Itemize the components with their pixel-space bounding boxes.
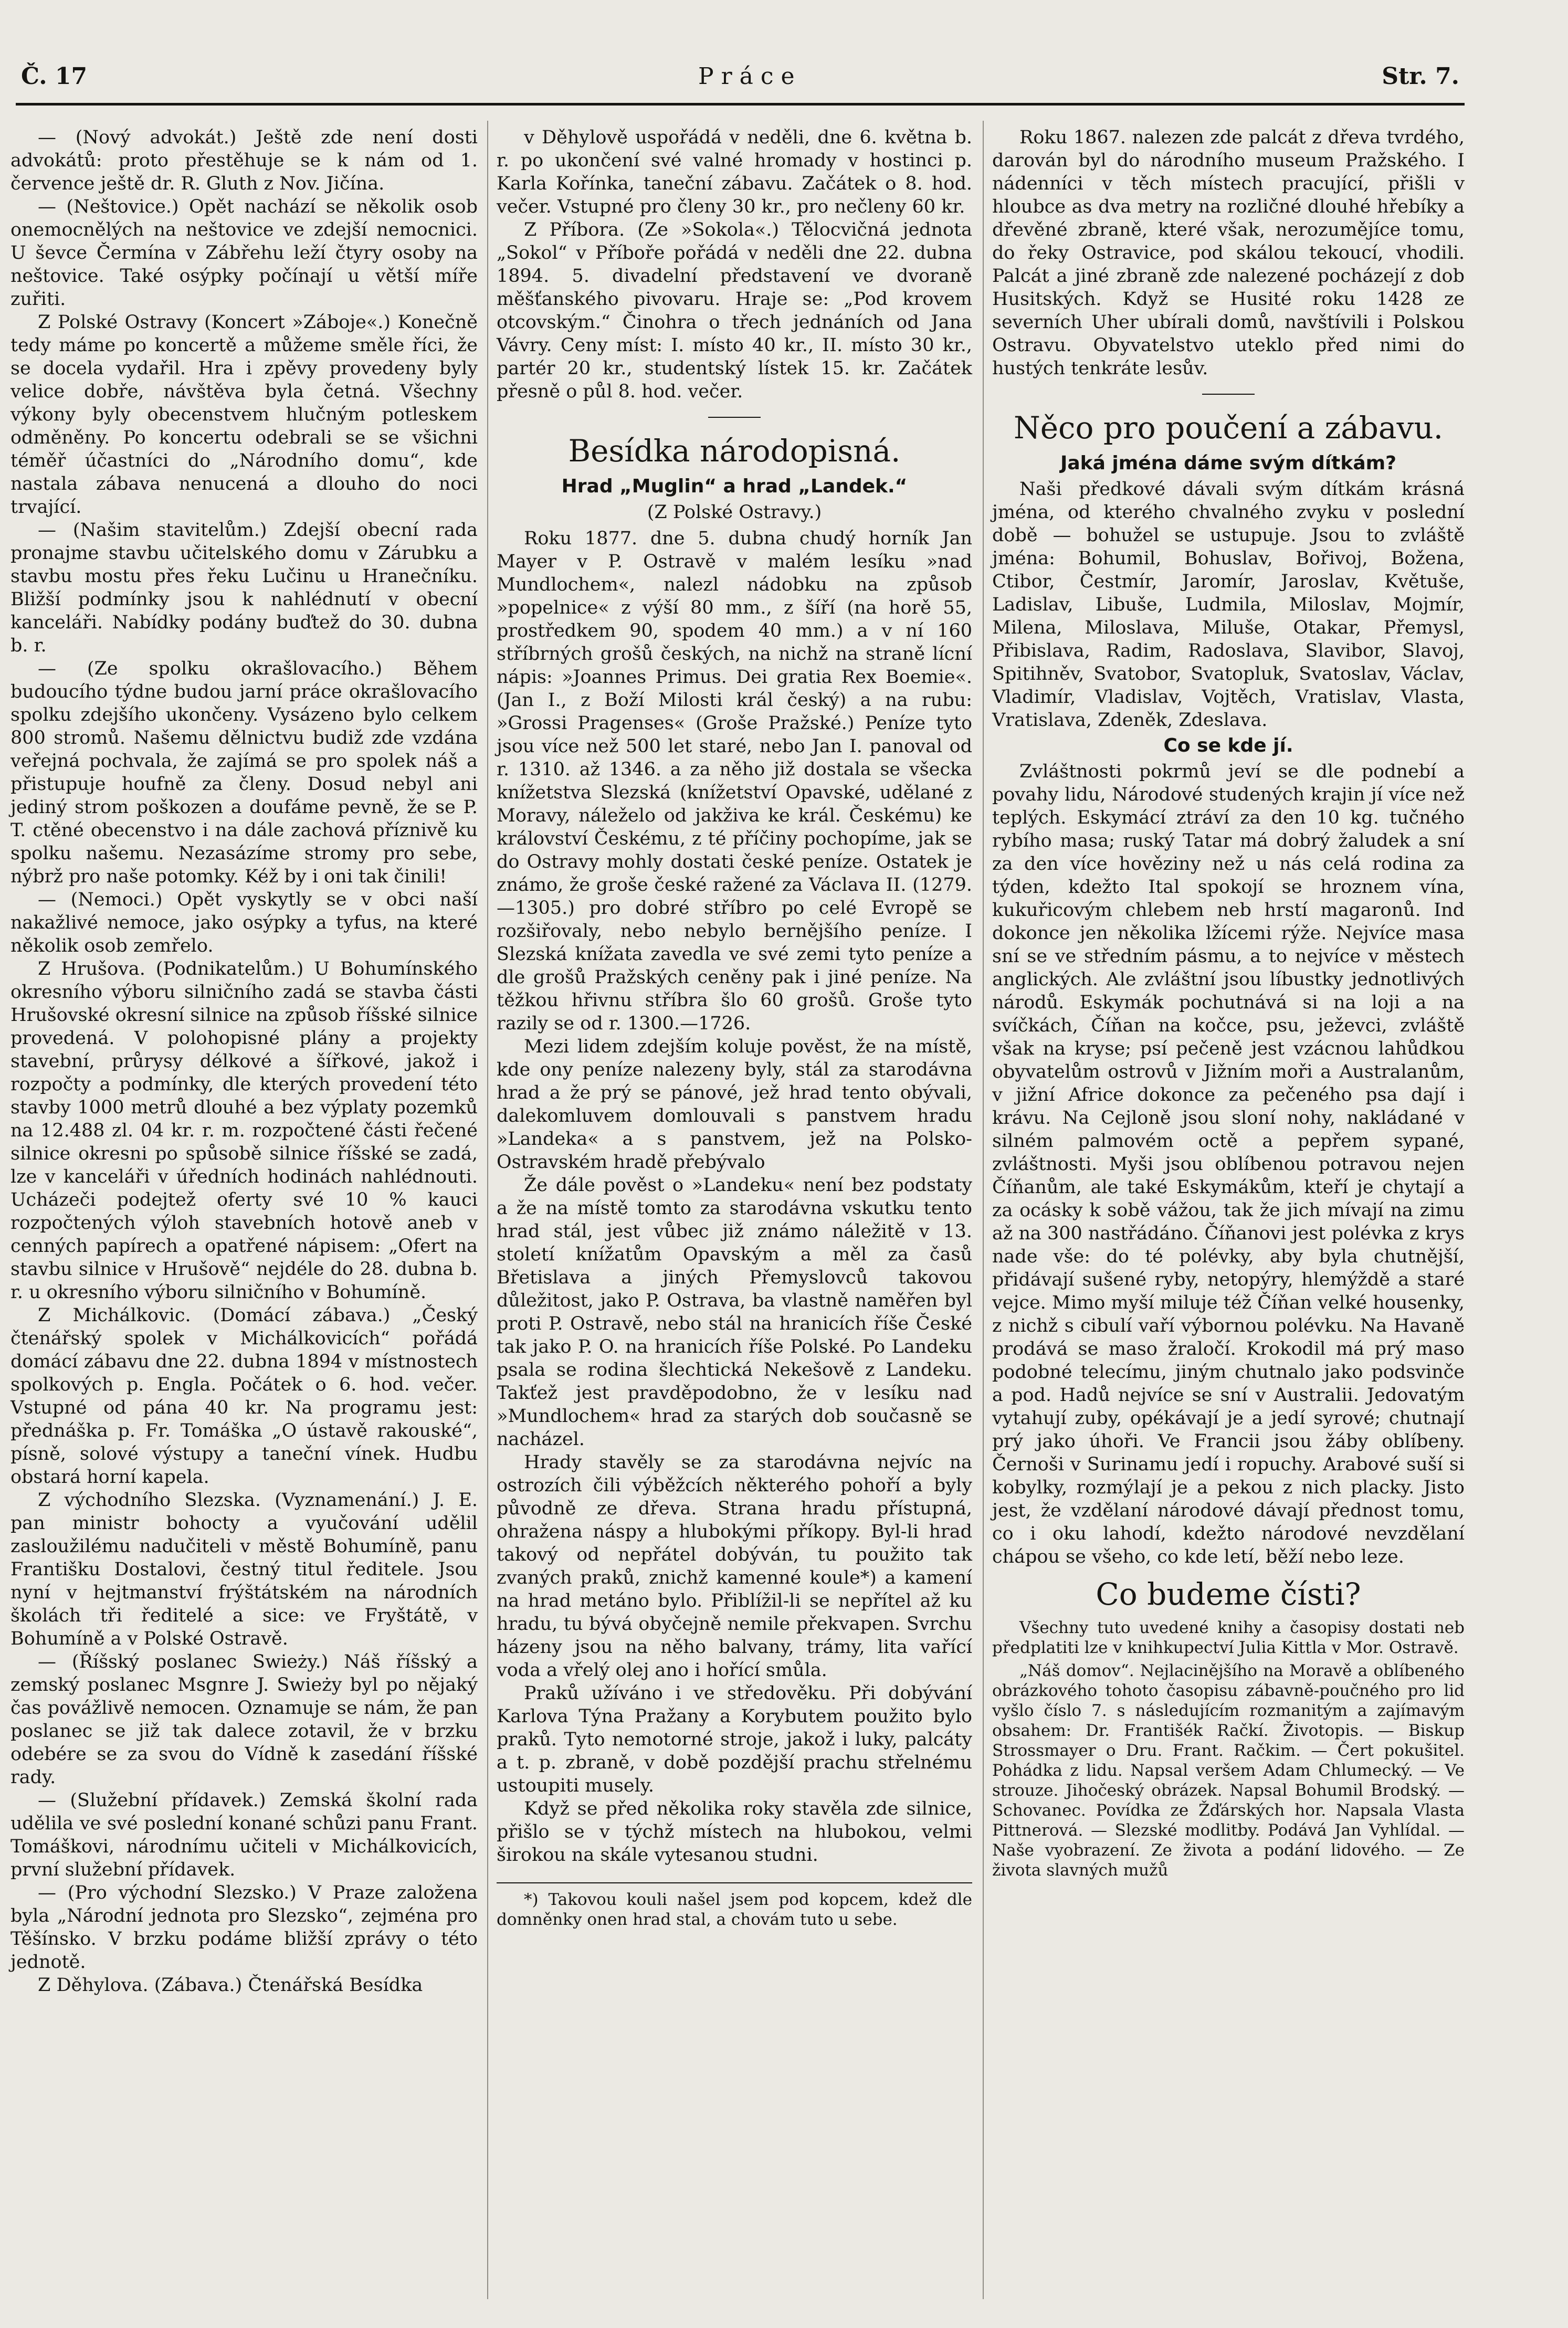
header-rule (16, 103, 1465, 106)
news-item: Z východního Slezska. (Vyznamenání.) J. E. pan ministr bohocty a vyučování udělil zasloužilému nadučiteli v městě Bohumíně, panu Františku Dostalovi, čestný titul ředitele. Jsou nyní v hejtmanství frýštátském na národních školách tři ředitelé a sice: ve Fryštátě, v Bohumíně a v Polské Ostravě. (10, 1490, 478, 1649)
news-item: Z Příbora. (Ze »Sokola«.) Tělocvičná jednota „Sokol“ v Příboře pořádá v neděli dne 22. dubna 1894. 5. divadelní představení ve dvoraně měšťanského pivovaru. Hraje se: „Pod krovem otcovským.“ Činohra o třech jednáních od Jana Vávry. Ceny míst: I. místo 40 kr., II. místo 30 kr., partér 20 kr., studentský lístek 15. kr. Začátek přesně o půl 8. hod. večer. (497, 219, 972, 402)
news-item: Z Polské Ostravy (Koncert »Záboje«.) Konečně tedy máme po koncertě a můžeme směle říci, že se docela vydařil. Hra i zpěvy provedeny byly velice dobře, návštěva byla četná. Všechny výkony byly obecenstvem hlučným potleskem odměněny. Po koncertu odebrali se se všichni téměř účastníci do „Národního domu“, kde nastala zábava nenucená a dlouho do noci trvající. (10, 312, 478, 518)
news-item: Z Hrušova. (Podnikatelům.) U Bohumínského okresního výboru silničního zadá se stavba části Hrušovské okresní silnice na způsob říšské silnice provedená. V polohopisné plány a projekty stavební, průrysy délkové a šířkové, jakož i rozpočty a podmínky, dle kterých provedení této stavby 1000 metrů dlouhé a bez výplaty pozemků na 12.488 zl. 04 kr. r. m. rozpočtené části řečené silnice okresni po spůsobě silnice říšské se zadá, lze v kanceláři v úředních hodinách nahlédnouti. Ucházeči podejtež oferty své 10 % kauci rozpočtených výloh stavebních hotově aneb v cenných papírech a opatřené nápisem: „Ofert na stavbu silnice v Hrušově“ nejdéle do 28. dubna b. r. u okresního výboru silničního v Bohumíně. (10, 958, 478, 1303)
section-separator (1202, 394, 1255, 395)
issue-number: Č. 17 (21, 63, 88, 90)
column-divider (487, 121, 488, 2299)
besidka-subtitle: Hrad „Muglin“ a hrad „Landek.“ (561, 476, 908, 497)
column-1 (10, 126, 478, 1997)
column-divider (983, 121, 984, 2299)
besidka-source: (Z Polské Ostravy.) (647, 502, 822, 523)
names-heading: Jaká jména dáme svým dítkám? (1060, 452, 1397, 474)
page-number: Str. 7. (1382, 63, 1459, 90)
masthead-title: Práce (698, 63, 802, 90)
news-item: Z Děhylova. (Zábava.) Čtenářská Besídka (38, 1975, 423, 1996)
news-item: — (Nemoci.) Opět vyskytly se v obci naší nakažlivé nemoce, jako osýpky a tyfus, na které několik osob zemřelo. (10, 889, 478, 956)
section-separator (708, 417, 761, 418)
besidka-paragraph: Roku 1877. dne 5. dubna chudý horník Jan Mayer v P. Ostravě v malém lesíku »nad Mundlochem«, nalezl nádobku na způsob »popelnice« z výší 80 mm., z šíří (na horě 55, prostředkem 90, spodem 40 mm.) a v ní 160 stříbrných grošů českých, na nichž na straně lícní nápis: »Joannes Primus. Dei gratia Rex Boemie«. (Jan I., z Boží Milosti král český) a na rubu: »Grossi Pragenses« (Groše Pražské.) Peníze tyto jsou více než 500 let staré, nebo Jan I. panoval od r. 1310. až 1346. a za něho již dostala se všecka knížetstva Slezská (knížetství Opavské, udělané z Moravy, náleželo od jakživa ke král. Českému) ke království Českému, z té příčiny pochopíme, jak se do Ostravy mohly dostati české peníze. Ostatek je známo, že groše české ražené za Václava II. (1279.—1305.) pro dobré stříbro po celé Evropě se rozšiřovaly, nebo nebylo bernějšího peníze. I Slezská knížata zavedla ve své zemi tyto peníze a dle grošů Pražských ceněny pak i jiné peníze. Na těžkou hřivnu stříbra šlo 60 grošů. Groše tyto razily se od r. 1300.—1726. (497, 528, 972, 1034)
neco-title: Něco pro poučení a zábavu. (1013, 410, 1444, 446)
news-item: — (Ze spolku okrašlovacího.) Během budoucího týdne budou jarní práce okrašlovacího spolku zdejšího ukončeny. Vysázeno bylo celkem 800 stromů. Našemu dělnictvu budiž zde vzdána veřejná pochvala, že zajímá se pro spolek náš a přistupuje houfně za členy. Dosud nebyl ani jediný strom poškozen a doufáme pevně, že se P. T. ctěné obecenstvo i na dále zachová příznivě ku spolku našemu. Nezasázíme stromy pro sebe, nýbrž pro naše potomky. Kéž by i oni tak činili! (10, 658, 478, 887)
besidka-title: Besídka národopisná. (568, 433, 901, 469)
reading-body: „Náš domov“. Nejlacinějšího na Moravě a oblíbeného obrázkového tohoto časopisu zábavně-poučného pro lid vyšlo číslo 7. s následujícím rozmanitým a zajímavým obsahem: Dr. Františék Račkí. Životopis. — Biskup Strossmayer o Dru. Frant. Račkim. — Čert pokušitel. Pohádka z lidu. Napsal veršem Adam Chlumecký. — Ve strouze. Jihočeský obrázek. Napsal Bohumil Brodský. — Schovanec. Povídka ze Žďárských hor. Napsala Vlasta Pittnerová. — Slezské modlitby. Podává Jan Vyhlídal. — Naše vyobrazení. Ze života a podání lidového. — Ze života slavných mužů (992, 1661, 1465, 1880)
reading-title: Co budeme čísti? (1096, 1576, 1361, 1612)
news-item: v Děhylově uspořádá v neděli, dne 6. května b. r. po ukončení své valné hromady v hostinci p. Karla Kořínka, taneční zábavu. Začátek o 8. hod. večer. Vstupné pro členy 30 kr., pro nečleny 60 kr. (497, 127, 972, 217)
footnote: *) Takovou kouli našel jsem pod kopcem, kdež dle domněnky onen hrad stal, a chovám tuto u sebe. (497, 1882, 972, 1930)
page-header (16, 52, 1465, 110)
besidka-paragraph: Mezi lidem zdejším koluje pověst, že na místě, kde ony peníze nalezeny byly, stál za starodávna hrad a že prý se pánové, jež hrad tento obývali, dalekomluvem domlouvali s panstvem hradu »Landeka« a s panstvem, jež na Polsko-Ostravském hradě přebývalo (497, 1036, 972, 1173)
news-item: — (Našim stavitelům.) Zdejší obecní rada pronajme stavbu učitelského domu v Zárubku a stavbu mostu přes řeku Lučinu u Hranečníku. Bližší podmínky jsou k nahlédnutí v obecní kanceláři. Nabídky podány buďtež do 30. dubna b. r. (10, 520, 478, 656)
besidka-paragraph: Hrady stavěly se za starodávna nejvíc na ostrozích čili výběžcích některého pohoří a byly původně ze dřeva. Strana hradu přístupná, ohražena náspy a hlubokými příkopy. Byl-li hrad takový od nepřátel dobýván, tu použito tak zvaných praků, znichž kamenné koule*) a kamení na hrad metáno bylo. Přiblížil-li se nepřítel až ku hradu, tu bývá obyčejně nemile překvapen. Svrchu házeny jsou na něho balvany, trámy, lita vařící voda a vřelý olej ano i hořící smůla. (497, 1452, 972, 1681)
names-paragraph: Naši předkové dávali svým dítkám krásná jména, od kterého chvalného zvyku v poslední době — bohužel se ustupuje. Jsou to zvláště jména: Bohumil, Bohuslav, Bořivoj, Božena, Ctibor, Čestmír, Jaromír, Jaroslav, Květuše, Ladislav, Libuše, Ludmila, Miloslav, Mojmír, Milena, Miloslava, Miluše, Otakar, Přemysl, Přibislava, Radim, Radoslava, Slavibor, Slavoj, Spitihněv, Svatobor, Svatopluk, Svatoslav, Václav, Vladimír, Vladislav, Vojtěch, Vratislav, Vlasta, Vratislava, Zdeněk, Zdeslava. (992, 479, 1465, 731)
news-item: — (Služební přídavek.) Zemská školní rada udělila ve své poslední konané schůzi panu Frant. Tomáškovi, národnímu učiteli v Michálkovicích, první služební přídavek. (10, 1790, 478, 1880)
news-item: — (Nový advokát.) Ještě zde není dosti advokátů: proto přestěhuje se k nám od 1. července ještě dr. R. Gluth z Nov. Jičína. (10, 127, 478, 194)
food-paragraph: Zvláštnosti pokrmů jeví se dle podnebí a povahy lidu, Národové studených krajin jí více než teplých. Eskymácí ztráví za den 10 kg. tučného rybího masa; ruský Tatar má dobrý žaludek a sní za den více hověziny než u nás celá rodina za týden, kdežto Ital spokojí se hroznem vína, kukuřicovým chlebem neb hrstí magaronů. Ind dokonce jen několika lžícemi rýže. Nejvíce masa sní se ve středním pásmu, a to nejvíce v městech anglických. Ale zvláštní jsou líbustky jednotlivých národů. Eskymák pochutnává si na loji a na svíčkách, Číňan na kočce, psu, ježevci, zvláště však na kryse; psí pečeně jest vzácnou lahůdkou obyvatelům ostrovů v Jižním moři a Australanům, v jižní Africe dokonce za pečeného psa dají i krávu. Na Cejloně jsou sloní nohy, nakládané v silném palmovém octě a pepřem sypané, zvláštnosti. Myši jsou oblíbenou potravou nejen Číňanům, ale také Eskymákům, kteří je chytají a za ocásky k sobě vážou, tak že jich mívají na zimu až na 300 nastřádáno. Číňanovi jest polévka z krys nade vše: do té polévky, aby byla chutnější, přidávají sušené ryby, netopýry, hlemýždě a staré vejce. Mimo myší miluje též Číňan velké housenky, z nichž s cibulí vaří výbornou polévku. Na Havaně prodává se maso žraločí. Krokodil má prý maso podobné telecímu, jiným chutnalo jako podsvinče a pod. Hadů nejvíce se sní v Australii. Jedovatým vytahují zuby, opékávají je a jedí syrové; chutnají prý jako úhoři. Ve Francii jsou žáby oblíbeny. Černoši v Surinamu jedí i ropuchy. Arabové suší si kobylky, rozmýlají je a pekou z nich placky. Jisto jest, že vzdělaní národové dávají přednost tomu, co i oku lahodí, kdežto národové nevzdělaní chápou se všeho, co kde letí, běží nebo leze. (992, 761, 1465, 1567)
news-item: Z Michálkovic. (Domácí zábava.) „Český čtenářský spolek v Michálkovicích“ pořádá domácí zábavu dne 22. dubna 1894 v místnostech spolkových p. Engla. Počátek o 6. hod. večer. Vstupné od pána 40 kr. Na programu jest: přednáška p. Fr. Tomáška „O ústavě rakouské“, písně, solové výstupy a taneční vínek. Hudbu obstará horní kapela. (10, 1305, 478, 1488)
besidka-paragraph: Že dále pověst o »Landeku« není bez podstaty a že na místě tomto za starodávna vskutku tento hrad stál, jest vůbec již známo náležitě v 13. století knížatům Opavským a měl za časů Břetislava a jiných Přemyslovců takovou důležitost, jako P. Ostrava, ba vlastně naměřen byl proti P. Ostravě, nebo stál na hranicích říše České tak jako P. O. na hranicích říše Polské. Po Landeku psala se rodina šlechtická Nekešově z Landeku. Takťež jest pravděpodobno, že v lesíku nad »Mundlochem« hrad za starých dob současně se nacházel. (497, 1175, 972, 1450)
column-2 (497, 126, 972, 1930)
reading-intro: Všechny tuto uvedené knihy a časopisy dostati neb předplatiti lze v knihkupectví Julia Kittla v Mor. Ostravě. (992, 1618, 1465, 1657)
food-heading: Co se kde jí. (1163, 735, 1293, 756)
besidka-continuation: Roku 1867. nalezen zde palcát z dřeva tvrdého, darován byl do národního museum Pražského. I nádenníci v těch místech pracující, přišli v hloubce as dva metry na rozličné dlouhé hřebíky a dřevěné zbraně, které však, nerozumějíce tomu, do řeky Ostravice, pod skálou tekoucí, vhodili. Palcát a jiné zbraně zde nalezené pocházejí z dob Husitských. Když se Husité roku 1428 ze severních Uher ubírali domů, navštívili i Polskou Ostravu. Obyvatelstvo uteklo před nimi do hustých tenkráte lesův. (992, 127, 1465, 379)
news-item: — (Neštovice.) Opět nachází se několik osob onemocnělých na neštovice ve zdejší nemocnici. U ševce Čermína v Zábřehu leží čtyry osoby na neštovice. Také osýpky počínají u větší míře zuřiti. (10, 196, 478, 310)
column-3 (992, 126, 1465, 1880)
news-item: — (Říšský poslanec Swieży.) Náš říšský a zemský poslanec Msgnre J. Swieży byl po nějaký čas povážlivě nemocen. Oznamuje se nám, že pan poslanec se již tak dalece zotavil, že v brzku odebére se za svou do Vídně k zasedání říšské rady. (10, 1651, 478, 1788)
news-item: — (Pro východní Slezsko.) V Praze založena byla „Národní jednota pro Slezsko“, zejména pro Těšínsko. V brzku podáme bližší zprávy o této jednotě. (10, 1882, 478, 1973)
besidka-paragraph: Praků užíváno i ve středověku. Při dobývání Karlova Týna Pražany a Korybutem použito bylo praků. Tyto nemotorné stroje, jakož i luky, palcáty a t. p. zbraně, v době pozdější prachu střelnému ustoupiti musely. (497, 1683, 972, 1796)
besidka-paragraph: Když se před několika roky stavěla zde silnice, přišlo se v týchž místech na hlubokou, velmi širokou na skále vytesanou studni. (497, 1798, 972, 1866)
